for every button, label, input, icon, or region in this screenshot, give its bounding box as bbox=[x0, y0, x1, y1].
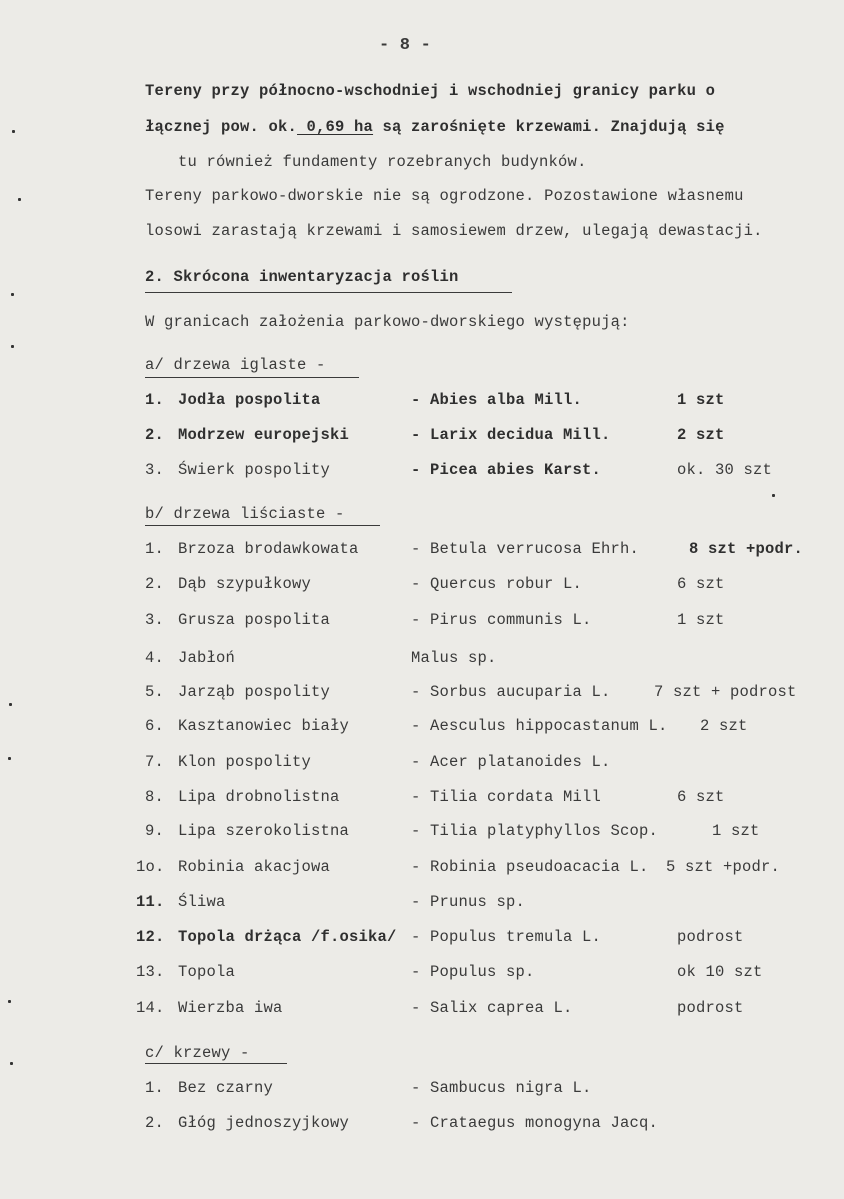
item-common-name: Klon pospolity bbox=[178, 753, 312, 771]
item-number: 7. bbox=[145, 753, 165, 771]
scan-speck bbox=[11, 293, 14, 296]
item-number: 3. bbox=[145, 461, 165, 479]
item-number: 1. bbox=[145, 1079, 165, 1097]
intro-line-2-start: łącznej pow. ok. bbox=[145, 118, 298, 136]
item-latin-name: - Tilia platyphyllos Scop. bbox=[411, 822, 659, 840]
group-heading-conifers: a/ drzewa iglaste - bbox=[145, 356, 326, 374]
scan-speck bbox=[18, 198, 21, 201]
item-common-name: Topola drżąca /f.osika/ bbox=[178, 928, 397, 946]
item-latin-name: - Abies alba Mill. bbox=[411, 391, 583, 409]
item-latin-name: - Crataegus monogyna Jacq. bbox=[411, 1114, 659, 1132]
item-common-name: Głóg jednoszyjkowy bbox=[178, 1114, 350, 1132]
group-heading-deciduous-underline bbox=[145, 525, 380, 526]
item-latin-name: - Picea abies Karst. bbox=[411, 461, 602, 479]
item-count: 6 szt bbox=[677, 575, 725, 593]
intro-line-2-end: są zarośnięte krzewami. Znajdują się bbox=[373, 118, 725, 136]
item-common-name: Topola bbox=[178, 963, 236, 981]
item-count: 8 szt +podr. bbox=[689, 540, 804, 558]
item-number: 13. bbox=[136, 963, 165, 981]
item-latin-name: - Aesculus hippocastanum L. bbox=[411, 717, 668, 735]
item-number: 8. bbox=[145, 788, 165, 806]
item-number: 3. bbox=[145, 611, 165, 629]
item-latin-name: - Larix decidua Mill. bbox=[411, 426, 611, 444]
scan-speck bbox=[8, 757, 11, 760]
item-latin-name: - Pirus communis L. bbox=[411, 611, 592, 629]
intro-line-4: Tereny parkowo-dworskie nie są ogrodzone. Pozostawione własnemu bbox=[145, 187, 744, 205]
item-number: 2. bbox=[145, 426, 165, 444]
item-number: 12. bbox=[136, 928, 165, 946]
item-latin-name: - Robinia pseudoacacia L. bbox=[411, 858, 649, 876]
section-heading-underline bbox=[145, 292, 512, 293]
item-number: 1. bbox=[145, 540, 165, 558]
group-heading-deciduous: b/ drzewa liściaste - bbox=[145, 505, 345, 523]
item-common-name: Jarząb pospolity bbox=[178, 683, 331, 701]
scan-speck bbox=[11, 345, 14, 348]
item-common-name: Śliwa bbox=[178, 893, 226, 911]
item-number: 4. bbox=[145, 649, 165, 667]
item-latin-name: Malus sp. bbox=[411, 649, 497, 667]
item-count: 2 szt bbox=[677, 426, 725, 444]
intro-line-2 bbox=[145, 118, 725, 136]
group-heading-shrubs: c/ krzewy - bbox=[145, 1044, 250, 1062]
item-latin-name: - Prunus sp. bbox=[411, 893, 526, 911]
item-latin-name: - Betula verrucosa Ehrh. bbox=[411, 540, 640, 558]
item-common-name: Jodła pospolita bbox=[178, 391, 321, 409]
item-count: 1 szt bbox=[712, 822, 760, 840]
item-latin-name: - Acer platanoides L. bbox=[411, 753, 611, 771]
item-latin-name: - Populus tremula L. bbox=[411, 928, 602, 946]
item-number: 11. bbox=[136, 893, 165, 911]
scan-speck bbox=[9, 703, 12, 706]
intro-line-5: losowi zarastają krzewami i samosiewem drzew, ulegają dewastacji. bbox=[145, 222, 763, 240]
group-heading-shrubs-underline bbox=[145, 1063, 287, 1064]
item-latin-name: - Quercus robur L. bbox=[411, 575, 583, 593]
intro-line-3: tu również fundamenty rozebranych budynków. bbox=[178, 153, 587, 171]
item-common-name: Wierzba iwa bbox=[178, 999, 283, 1017]
item-common-name: Grusza pospolita bbox=[178, 611, 331, 629]
item-latin-name: - Populus sp. bbox=[411, 963, 535, 981]
scan-speck bbox=[8, 1000, 11, 1003]
item-latin-name: - Salix caprea L. bbox=[411, 999, 573, 1017]
scan-speck bbox=[12, 130, 15, 133]
item-number: 14. bbox=[136, 999, 165, 1017]
item-count: podrost bbox=[677, 999, 744, 1017]
intro-area-value: 0,69 ha bbox=[297, 118, 374, 136]
item-number: 1o. bbox=[136, 858, 165, 876]
item-latin-name: - Sorbus aucuparia L. bbox=[411, 683, 611, 701]
item-number: 9. bbox=[145, 822, 165, 840]
section-intro: W granicach założenia parkowo-dworskiego występują: bbox=[145, 313, 630, 331]
scan-speck bbox=[10, 1062, 13, 1065]
item-common-name: Bez czarny bbox=[178, 1079, 274, 1097]
item-common-name: Lipa szerokolistna bbox=[178, 822, 350, 840]
item-count: 6 szt bbox=[677, 788, 725, 806]
section-heading: 2. Skrócona inwentaryzacja roślin bbox=[145, 268, 459, 286]
item-common-name: Lipa drobnolistna bbox=[178, 788, 340, 806]
group-heading-conifers-underline bbox=[145, 377, 359, 378]
item-common-name: Dąb szypułkowy bbox=[178, 575, 312, 593]
item-count: 7 szt + podrost bbox=[654, 683, 797, 701]
item-number: 2. bbox=[145, 1114, 165, 1132]
item-count: 1 szt bbox=[677, 611, 725, 629]
page-number: - 8 - bbox=[379, 36, 432, 55]
item-common-name: Robinia akacjowa bbox=[178, 858, 331, 876]
item-count: podrost bbox=[677, 928, 744, 946]
item-number: 1. bbox=[145, 391, 165, 409]
item-common-name: Świerk pospolity bbox=[178, 461, 331, 479]
item-latin-name: - Tilia cordata Mill bbox=[411, 788, 602, 806]
item-count: 5 szt +podr. bbox=[666, 858, 781, 876]
item-number: 2. bbox=[145, 575, 165, 593]
item-common-name: Jabłoń bbox=[178, 649, 236, 667]
item-common-name: Brzoza brodawkowata bbox=[178, 540, 359, 558]
item-count: ok 10 szt bbox=[677, 963, 763, 981]
item-common-name: Modrzew europejski bbox=[178, 426, 350, 444]
item-count: 2 szt bbox=[700, 717, 748, 735]
item-latin-name: - Sambucus nigra L. bbox=[411, 1079, 592, 1097]
scan-speck bbox=[772, 494, 775, 497]
item-number: 5. bbox=[145, 683, 165, 701]
item-count: ok. 30 szt bbox=[677, 461, 773, 479]
item-number: 6. bbox=[145, 717, 165, 735]
item-common-name: Kasztanowiec biały bbox=[178, 717, 350, 735]
intro-line-1: Tereny przy północno-wschodniej i wschodniej granicy parku o bbox=[145, 82, 716, 100]
item-count: 1 szt bbox=[677, 391, 725, 409]
